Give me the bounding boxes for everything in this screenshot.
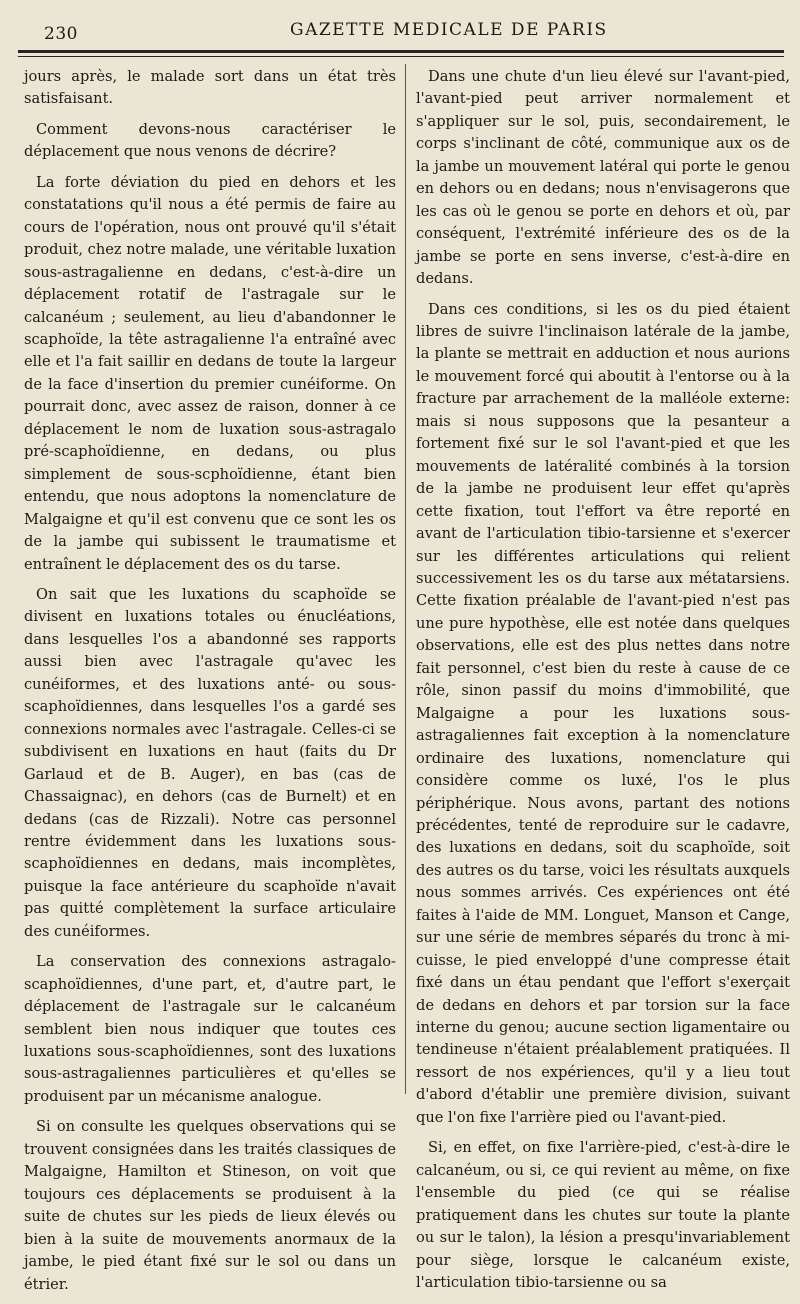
left-paragraph-3: La forte déviation du pied en dehors et les constatations qu'il nous a été permis de faire au cours de l'opération, nous ont prouvé qu'il s'était produit, chez notre malade, une véritable luxation sous-astragalienne en dedans, c'est-à-dire un déplacement rotatif de l'astragale sur le calcanéum ; seulement, au lieu d'abandonner le scaphoïde, la tête astragalienne l'a entraîné avec elle et l'a fait saillir en dedans de toute la largeur de la face d'insertion du premier cunéiforme. On pourrait donc, avec assez de raison, donner à ce déplacement le nom de luxation sous-astragalo pré-scaphoïdienne, en dedans, ou plus simplement de sous-scphoïdienne, étant bien entendu, que nous adoptons la nomenclature de Malgaigne et qu'il est convenu que ce sont les os de la jambe qui subissent le traumatisme et entraînent le déplacement des os du tarse. [24,173,396,573]
right-paragraph-2: Dans ces conditions, si les os du pied étaient libres de suivre l'inclinaison latérale de la jambe, la plante se mettrait en adduction et nous aurions le mouvement forcé qui aboutit à l'entorse ou à la fracture par arrachement de la malléole externe: mais si nous supposons que la pesanteur a fortement fixé sur le sol l'avant-pied et que les mouvements de latéralité combinés à la torsion de la jambe ne produisent leur effet qu'après cette fixation, tout l'effort va être reporté en avant de l'articulation tibio-tarsienne et s'exercer sur les différentes articulations qui relient successivement les os du tarse aux métatarsiens. Cette fixation préalable de l'avant-pied n'est pas une pure hypothèse, elle est notée dans quelques observations, elle est des plus nettes dans notre fait personnel, c'est bien du reste à cause de ce rôle, sinon passif du moins d'immobilité, que Malgaigne a pour les luxations sous-astragaliennes fait exception à la nomenclature ordinaire des luxations, nomenclature qui considère comme os luxé, l'os le plus périphérique. Nous avons, partant des notions précédentes, tenté de reproduire sur le cadavre, des luxations en dedans, soit du scaphoïde, soit des autres os du tarse, voici les résultats auxquels nous sommes arrivés. Ces expériences ont été faites à l'aide de MM. Longuet, Manson et Cange, sur une série de membres séparés du tronc à mi-cuisse, le pied enveloppé d'une compresse était fixé dans un étau pendant que l'effort s'exerçait de dedans en dehors et par torsion sur la face interne du genou; aucune section ligamentaire ou tendineuse n'étaient préalablement pratiquées. Il ressort de nos expériences, qu'il y a lieu tout d'abord d'établir une première division, suivant que l'on fixe l'arrière pied ou l'avant-pied. [416,300,790,1126]
header-rule-thick [18,50,784,53]
right-column [416,66,790,1302]
left-paragraph-1: jours après, le malade sort dans un état très satisfaisant. [24,68,396,108]
page-number: 230 [44,24,78,44]
page-header [0,10,800,52]
right-paragraph-1: Dans une chute d'un lieu élevé sur l'avant-pied, l'avant-pied peut arriver normalement et s'appliquer sur le sol, puis, secondairement, le corps s'inclinant de côté, communique aux os de la jambe un mouvement latéral qui porte le genou en dehors ou en dedans; nous n'envisagerons que les cas où le genou se porte en dehors et où, par conséquent, l'extrémité inférieure des os de la jambe se porte en sens inverse, c'est-à-dire en dedans. [416,68,790,288]
left-paragraph-4: On sait que les luxations du scaphoïde se divisent en luxations totales ou énucléations, dans lesquelles l'os a abandonné ses rapports aussi bien avec l'astragale qu'avec les cunéiformes, et des luxations anté- ou sous-scaphoïdiennes, dans lesquelles l'os a gardé ses connexions normales avec l'astragale. Celles-ci se subdivisent en luxations en haut (faits du Dr Garlaud et de B. Auger), en bas (cas de Chassaignac), en dehors (cas de Burnelt) et en dedans (cas de Rizzali). Notre cas personnel rentre évidemment dans les luxations sous-scaphoïdiennes en dedans, mais incomplètes, puisque la face antérieure du scaphoïde n'avait pas quitté complètement la surface articulaire des cunéiformes. [24,585,396,940]
header-rule-thin [18,56,784,57]
left-paragraph-5: La conservation des connexions astragalo-scaphoïdiennes, d'une part, et, d'autre part, le déplacement de l'astragale sur le calcanéum semblent bien nous indiquer que toutes ces luxations sous-scaphoïdiennes, sont des luxations sous-astragaliennes particulières et qu'elles se produisent par un mécanisme analogue. [24,953,396,1105]
column-divider [405,64,406,1094]
right-paragraph-3: Si, en effet, on fixe l'arrière-pied, c'est-à-dire le calcanéum, ou si, ce qui revient au même, on fixe l'ensemble du pied (ce qui se réalise pratiquement dans les chutes sur toute la plante ou sur le talon), la lésion a presqu'invariablement pour siège, lorsque le calcanéum existe, l'articulation tibio-tarsienne ou sa [416,1139,790,1292]
journal-title: GAZETTE MEDICALE DE PARIS [290,20,608,40]
left-column [24,66,396,1304]
left-paragraph-2: Comment devons-nous caractériser le déplacement que nous venons de décrire? [24,120,396,161]
left-paragraph-6: Si on consulte les quelques observations qui se trouvent consignées dans les traités classiques de Malgaigne, Hamilton et Stineson, on voit que toujours ces déplacements se produisent à la suite de chutes sur les pieds de lieux élevés ou bien à la suite de mouvements anormaux de la jambe, le pied étant fixé sur le sol ou dans un étrier. [24,1118,396,1293]
